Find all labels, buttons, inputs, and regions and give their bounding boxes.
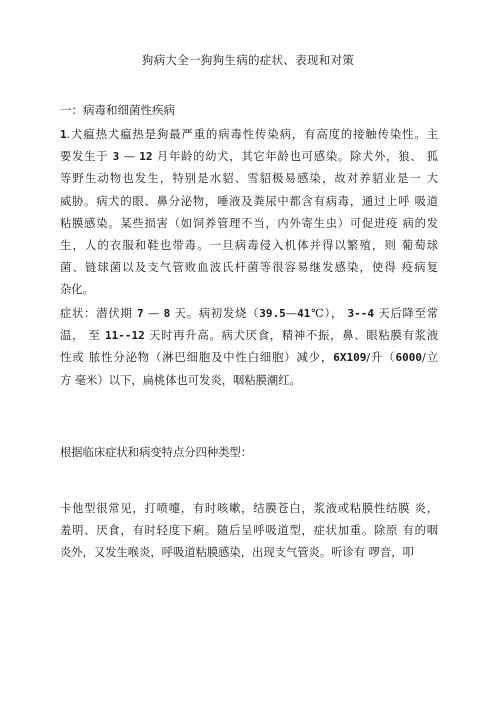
- text-line: [60, 325, 438, 347]
- text-run: —: [143, 307, 164, 320]
- emphasized-number: 6000: [395, 351, 422, 365]
- text-run: 性或 脓性分泌物（淋巴细胞及中性白细胞）减少，: [60, 351, 334, 365]
- text-run: 炎外，又发生喉炎，呼吸道粘膜感染，出现支气管炎。听诊有 啰音，叩: [60, 546, 414, 560]
- paragraph-four-types-intro: [60, 442, 438, 464]
- text-line: [60, 542, 438, 564]
- text-line: [60, 257, 438, 279]
- text-line: [60, 520, 438, 542]
- emphasized-number: 1: [60, 128, 67, 141]
- text-line: [60, 124, 438, 146]
- paragraph-catarrhal-type: [60, 498, 438, 565]
- text-run: 根据临床症状和病变特点分四种类型：: [60, 446, 253, 459]
- text-run: 天后降至常: [373, 307, 438, 320]
- text-line: [60, 146, 438, 168]
- emphasized-number: 8: [163, 307, 171, 320]
- text-run: 羞明、厌食，有时轻度下痢。随后呈呼吸道型，症状加重。除原 有的咽: [60, 524, 438, 538]
- emphasized-number: 11--12: [104, 329, 145, 343]
- document-title: 狗病大全一狗狗生病的症状、表现和对策: [141, 53, 355, 67]
- text-run: ℃），: [310, 307, 348, 320]
- text-run: 要发生于: [60, 150, 113, 164]
- text-run: /立: [421, 351, 438, 365]
- emphasized-number: 12: [139, 150, 153, 164]
- emphasized-number: 3: [112, 150, 120, 164]
- paragraph-symptoms: [60, 303, 438, 392]
- text-run: —: [119, 150, 140, 164]
- text-run: 等野生动物也发生，特别是水貂、雪貂极易感染，故对养貂业是一 大: [60, 172, 438, 186]
- text-run: 杂化。: [60, 283, 94, 297]
- section-heading: 一：病毒和细菌性疾病: [60, 103, 175, 117]
- text-line: [60, 347, 438, 369]
- text-run: /升（: [366, 351, 396, 365]
- text-run: 粘膜感染。某些损害（如饲养管理不当，内外寄生虫）可促进疫 病的发: [60, 216, 438, 230]
- text-line: [60, 498, 438, 520]
- text-run: 方 毫米）以下，扁桃体也可发炎，咽粘膜潮红。: [60, 373, 301, 387]
- text-run: 症状：潜伏期: [60, 307, 137, 320]
- text-line: [60, 191, 438, 213]
- emphasized-number: 3--4: [347, 307, 374, 320]
- text-run: 天时再升高。病犬厌食，精神不振，鼻、眼粘膜有浆液: [144, 329, 438, 343]
- text-run: 菌、链球菌以及支气管败血波氏杆菌等很容易继发感染，使得 疫病复: [60, 261, 438, 275]
- emphasized-number: 7: [136, 307, 144, 320]
- text-line: [60, 213, 438, 235]
- text-run: —: [285, 307, 298, 320]
- text-run: 生，人的衣服和鞋也带毒。一旦病毒侵入机体并得以繁殖，则 葡萄球: [60, 238, 438, 252]
- emphasized-number: 41: [297, 307, 311, 320]
- text-run: 卡他型很常见，打喷嚏，有时咳嗽，结膜苍白，浆液或粘膜性结膜 炎，: [60, 502, 438, 515]
- emphasized-number: 6X109: [333, 351, 367, 365]
- paragraph-canine-distemper: [60, 124, 438, 302]
- text-line: [60, 168, 438, 190]
- text-line: [60, 442, 438, 464]
- text-run: .犬瘟热犬瘟热是狗最严重的病毒性传染病，有高度的接触传染性。主: [66, 128, 438, 141]
- text-line: [60, 279, 438, 301]
- text-run: 天。病初发烧（: [170, 307, 260, 320]
- text-run: 温， 至: [60, 329, 105, 343]
- text-run: 月年龄的幼犬，其它年龄也可感染。除犬外，狼、 狐: [152, 150, 438, 164]
- text-line: [60, 370, 438, 392]
- emphasized-number: 39.5: [259, 307, 286, 320]
- text-run: 威胁。病犬的眼、鼻分泌物，唾液及粪尿中都含有病毒，通过上呼 吸道: [60, 194, 438, 208]
- text-line: [60, 235, 438, 257]
- text-line: [60, 303, 438, 325]
